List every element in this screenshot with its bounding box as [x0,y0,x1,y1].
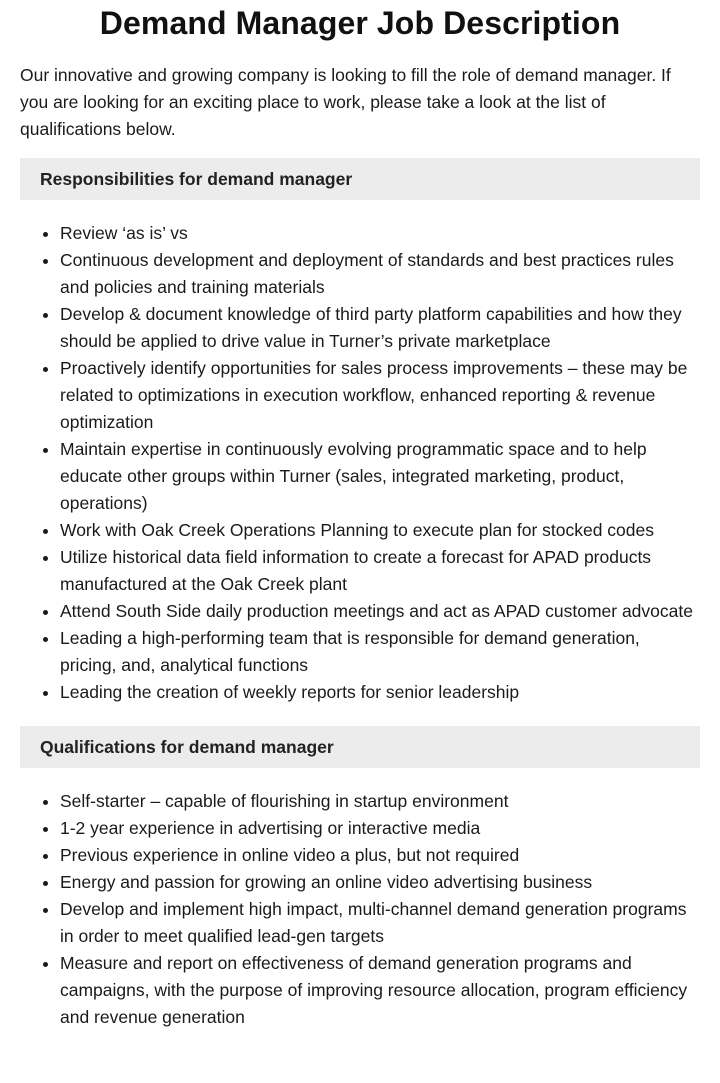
list-item: • Leading a high-performing team that is responsible for demand generation, pricing, and, analytical functions [60,625,700,679]
list-item: • Measure and report on effectiveness of demand generation programs and campaigns, with the purpose of improving resource allocation, program efficiency and revenue generation [60,950,700,1031]
list-item: • Maintain expertise in continuously evolving programmatic space and to help educate other groups within Turner (sales, integrated marketing, product, operations) [60,436,700,517]
list-item: • Develop and implement high impact, multi-channel demand generation programs in order to meet qualified lead-gen targets [60,896,700,950]
responsibilities-list [20,220,700,706]
list-item: • Continuous development and deployment of standards and best practices rules and policies and training materials [60,247,700,301]
list-item: • Previous experience in online video a plus, but not required [60,842,700,869]
list-item: • 1-2 year experience in advertising or interactive media [60,815,700,842]
intro-paragraph: Our innovative and growing company is looking to fill the role of demand manager. If you are looking for an exciting place to work, please take a look at the list of qualifications below. [20,65,671,139]
responsibilities-heading: Responsibilities for demand manager [20,158,700,200]
list-item: • Leading the creation of weekly reports for senior leadership [60,679,700,706]
list-item: • Review ‘as is’ vs [60,220,700,247]
list-item: • Proactively identify opportunities for sales process improvements – these may be related to optimizations in execution workflow, enhanced reporting & revenue optimization [60,355,700,436]
list-item: • Develop & document knowledge of third party platform capabilities and how they should be applied to drive value in Turner’s private marketplace [60,301,700,355]
list-item: • Self-starter – capable of flourishing in startup environment [60,788,700,815]
list-item: • Utilize historical data field information to create a forecast for APAD products manufactured at the Oak Creek plant [60,544,700,598]
list-item: • Work with Oak Creek Operations Planning to execute plan for stocked codes [60,517,700,544]
page-title: Demand Manager Job Description [99,5,621,41]
list-item: • Attend South Side daily production meetings and act as APAD customer advocate [60,598,700,625]
list-item: • Energy and passion for growing an online video advertising business [60,869,700,896]
qualifications-heading: Qualifications for demand manager [20,726,700,768]
qualifications-list [20,788,700,1031]
